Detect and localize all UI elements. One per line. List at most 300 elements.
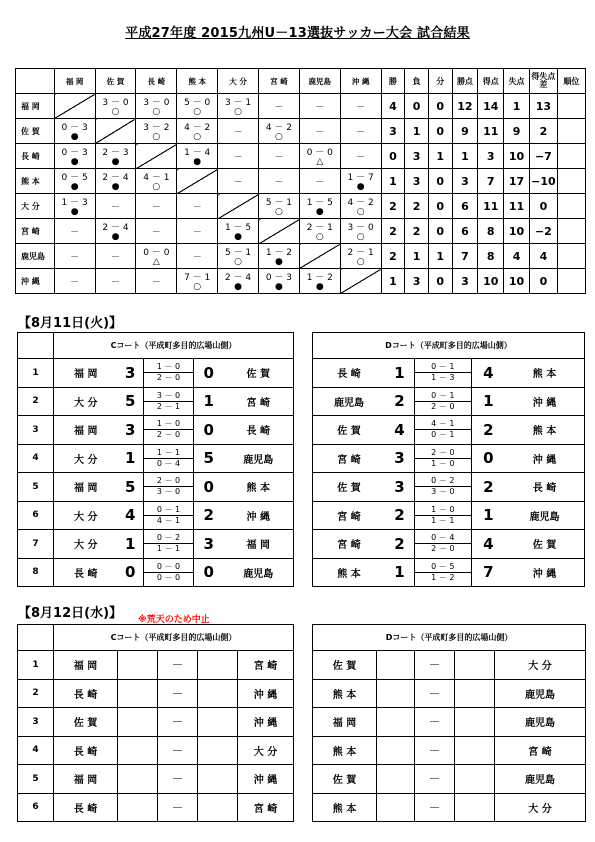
away-score: 0 xyxy=(194,416,224,445)
match-cell xyxy=(54,144,95,169)
stat-rank xyxy=(557,169,585,194)
no-match-dash: － xyxy=(192,252,202,263)
half-scores xyxy=(414,416,471,445)
away-score-empty xyxy=(198,708,238,737)
match-number: 6 xyxy=(18,501,54,530)
stat-w: 3 xyxy=(381,119,405,144)
cancelled-dash: － xyxy=(158,708,198,737)
match-row xyxy=(18,736,294,765)
away-score: 7 xyxy=(471,558,505,587)
match-cell xyxy=(218,119,259,144)
second-half-score: 1 － 1 xyxy=(415,515,471,526)
away-team: 宮 崎 xyxy=(238,793,294,822)
match-cell xyxy=(177,219,218,244)
no-match-dash: － xyxy=(233,152,243,163)
first-half-score: 0 － 2 xyxy=(156,533,181,543)
home-team: 福 岡 xyxy=(54,416,118,445)
second-half-score: 3 － 0 xyxy=(144,486,193,497)
no-match-dash: － xyxy=(110,252,120,263)
no-match-dash: － xyxy=(70,252,80,263)
stat-d: 0 xyxy=(428,219,452,244)
result-mark: ○ xyxy=(275,132,283,142)
stat-pts: 1 xyxy=(452,144,478,169)
stat-gf: 11 xyxy=(478,194,504,219)
team-name: 熊 本 xyxy=(16,169,55,194)
team-name: 鹿児島 xyxy=(16,244,55,269)
no-match-dash: － xyxy=(315,102,325,113)
court-title: Cコート（平成町多目的広場山側） xyxy=(54,333,294,359)
stat-rank xyxy=(557,194,585,219)
home-score: 5 xyxy=(118,473,144,502)
stat-gf: 8 xyxy=(478,219,504,244)
stat-rank xyxy=(557,119,585,144)
standings-header: 佐 賀 xyxy=(95,69,136,94)
home-score: 0 xyxy=(118,558,144,587)
away-score: 4 xyxy=(471,530,505,559)
stat-l: 0 xyxy=(405,94,429,119)
result-mark: ● xyxy=(111,232,120,242)
result-mark: ○ xyxy=(234,107,242,117)
stat-d: 0 xyxy=(428,94,452,119)
match-cell xyxy=(340,144,381,169)
home-team: 宮 崎 xyxy=(313,501,386,530)
home-score: 3 xyxy=(385,444,414,473)
half-scores xyxy=(144,359,194,388)
match-score: 4 － 1 xyxy=(143,173,170,183)
standings-row xyxy=(16,119,586,144)
home-team: 大 分 xyxy=(54,501,118,530)
stat-pts: 6 xyxy=(452,194,478,219)
match-score: 1 － 5 xyxy=(224,223,252,233)
away-team: 宮 崎 xyxy=(495,736,586,765)
second-half-score: 2 － 0 xyxy=(415,543,471,554)
home-score: 1 xyxy=(385,558,414,587)
cancelled-dash: － xyxy=(415,651,455,680)
home-team: 大 分 xyxy=(54,444,118,473)
stat-gf: 8 xyxy=(478,244,504,269)
match-score: 0 － 5 xyxy=(61,173,88,183)
standings-header: 順位 xyxy=(557,69,585,94)
first-half-score: 3 － 0 xyxy=(156,390,181,400)
home-score: 4 xyxy=(385,416,414,445)
no-match-dash: － xyxy=(110,202,120,213)
match-score: 2 － 4 xyxy=(102,173,129,183)
home-score: 4 xyxy=(118,501,144,530)
stat-rank xyxy=(557,244,585,269)
match-cell xyxy=(177,119,218,144)
result-mark: ● xyxy=(315,282,324,292)
match-row xyxy=(313,736,586,765)
diagonal-cell xyxy=(54,94,95,119)
home-team: 福 岡 xyxy=(54,651,118,680)
home-team: 長 崎 xyxy=(313,359,386,388)
match-cell xyxy=(299,194,340,219)
court-header-row xyxy=(313,625,586,651)
court-title: Dコート（平成町多目的広場山側） xyxy=(313,625,586,651)
second-half-score: 4 － 1 xyxy=(144,515,193,526)
away-score: 3 xyxy=(194,530,224,559)
match-score: 4 － 2 xyxy=(184,123,211,133)
away-score-empty xyxy=(455,765,495,794)
cancellation-note: ※荒天のため中止 xyxy=(138,615,210,625)
result-mark: ● xyxy=(315,207,324,217)
match-cell xyxy=(54,244,95,269)
stat-pts: 7 xyxy=(452,244,478,269)
stat-gf: 3 xyxy=(478,144,504,169)
match-cell xyxy=(177,269,218,294)
result-mark: ● xyxy=(70,157,79,167)
day2-c-court-table xyxy=(17,624,294,822)
court-header-row xyxy=(18,333,294,359)
stat-l: 1 xyxy=(405,119,429,144)
stat-gd: −10 xyxy=(529,169,557,194)
half-scores xyxy=(414,501,471,530)
match-number: 7 xyxy=(18,530,54,559)
match-number: 2 xyxy=(18,679,54,708)
standings-header: 勝 xyxy=(381,69,405,94)
court-title: Dコート（平成町多目的広場山側） xyxy=(313,333,585,359)
home-team: 長 崎 xyxy=(54,793,118,822)
match-score: 3 － 0 xyxy=(347,223,374,233)
match-cell xyxy=(340,244,381,269)
away-score-empty xyxy=(455,736,495,765)
stat-rank xyxy=(557,94,585,119)
match-score: 2 － 4 xyxy=(102,223,129,233)
home-score-empty xyxy=(118,793,158,822)
no-match-dash: － xyxy=(356,127,366,138)
home-team: 長 崎 xyxy=(54,679,118,708)
stat-d: 1 xyxy=(428,144,452,169)
team-name: 佐 賀 xyxy=(16,119,55,144)
match-row xyxy=(313,651,586,680)
first-half-score: 0 － 4 xyxy=(431,533,455,543)
match-cell xyxy=(95,269,136,294)
cancelled-dash: － xyxy=(415,793,455,822)
day1-date-header: 【8月11日(火)】 xyxy=(18,316,123,331)
stat-ga: 17 xyxy=(504,169,530,194)
match-cell xyxy=(340,194,381,219)
match-cell xyxy=(136,119,177,144)
stat-gf: 14 xyxy=(478,94,504,119)
home-team: 鹿児島 xyxy=(313,387,386,416)
result-mark: ○ xyxy=(356,257,365,267)
stat-gf: 10 xyxy=(478,269,504,294)
match-cell xyxy=(340,219,381,244)
match-score: 3 － 0 xyxy=(102,98,129,108)
first-half-score: 0 － 0 xyxy=(156,561,181,571)
away-team: 鹿児島 xyxy=(224,558,294,587)
half-scores xyxy=(144,501,194,530)
away-team: 沖 縄 xyxy=(505,444,584,473)
first-half-score: 1 － 0 xyxy=(431,504,455,514)
away-score-empty xyxy=(198,679,238,708)
away-score: 5 xyxy=(194,444,224,473)
first-half-score: 0 － 2 xyxy=(431,476,455,486)
result-mark: ○ xyxy=(315,232,324,242)
match-cell xyxy=(340,169,381,194)
result-mark: △ xyxy=(316,157,324,167)
header-corner xyxy=(16,69,55,94)
match-cell xyxy=(136,94,177,119)
away-score-empty xyxy=(198,736,238,765)
home-team: 佐 賀 xyxy=(313,651,377,680)
match-cell xyxy=(218,269,259,294)
team-name: 沖 縄 xyxy=(16,269,55,294)
stat-d: 0 xyxy=(428,119,452,144)
match-score: 1 － 5 xyxy=(306,198,333,208)
no-match-dash: － xyxy=(151,227,161,238)
home-team: 熊 本 xyxy=(313,793,377,822)
half-scores xyxy=(144,387,194,416)
away-score: 0 xyxy=(471,444,505,473)
result-mark: ● xyxy=(111,182,120,192)
home-score-empty xyxy=(118,651,158,680)
match-row xyxy=(18,651,294,680)
match-score: 7 － 1 xyxy=(184,273,211,283)
standings-row xyxy=(16,244,586,269)
second-half-score: 0 － 1 xyxy=(415,429,471,440)
match-cell xyxy=(54,119,95,144)
no-match-dash: － xyxy=(233,177,243,188)
match-score: 0 － 3 xyxy=(265,273,293,283)
away-team: 熊 本 xyxy=(224,473,294,502)
match-number: 4 xyxy=(18,444,54,473)
match-cell xyxy=(54,169,95,194)
away-score: 1 xyxy=(471,387,505,416)
match-score: 5 － 1 xyxy=(265,198,293,208)
home-score-empty xyxy=(118,679,158,708)
half-scores xyxy=(144,416,194,445)
court-header-blank xyxy=(18,625,54,651)
result-mark: ● xyxy=(275,257,283,267)
stat-w: 2 xyxy=(381,244,405,269)
match-row xyxy=(313,501,585,530)
half-scores xyxy=(414,359,471,388)
stat-ga: 10 xyxy=(504,219,530,244)
match-cell xyxy=(218,219,259,244)
away-score: 0 xyxy=(194,473,224,502)
no-match-dash: － xyxy=(192,227,202,238)
standings-row xyxy=(16,269,586,294)
team-name: 福 岡 xyxy=(16,94,55,119)
away-team: 大 分 xyxy=(495,793,586,822)
result-mark: ○ xyxy=(152,182,161,192)
stat-ga: 11 xyxy=(504,194,530,219)
away-score: 2 xyxy=(471,416,505,445)
second-half-score: 1 － 3 xyxy=(415,372,471,383)
half-scores xyxy=(414,530,471,559)
match-row xyxy=(313,359,585,388)
match-score: 5 － 0 xyxy=(184,98,211,108)
standings-header: 得点 xyxy=(478,69,504,94)
match-row xyxy=(18,708,294,737)
result-mark: ● xyxy=(275,282,283,292)
match-number: 8 xyxy=(18,558,54,587)
away-score-empty xyxy=(455,651,495,680)
home-score: 2 xyxy=(385,387,414,416)
result-mark: ○ xyxy=(275,207,283,217)
standings-header: 大 分 xyxy=(218,69,259,94)
match-cell xyxy=(136,169,177,194)
match-cell xyxy=(177,144,218,169)
first-half-score: 1 － 1 xyxy=(156,447,181,457)
match-cell xyxy=(299,144,340,169)
cancelled-dash: － xyxy=(158,651,198,680)
home-team: 長 崎 xyxy=(54,736,118,765)
away-team: 熊 本 xyxy=(505,416,584,445)
second-half-score: 2 － 0 xyxy=(415,401,471,412)
away-score-empty xyxy=(455,679,495,708)
match-score: 0 － 3 xyxy=(61,148,88,158)
away-score: 4 xyxy=(471,359,505,388)
no-match-dash: － xyxy=(315,127,325,138)
stat-ga: 1 xyxy=(504,94,530,119)
home-score: 3 xyxy=(385,473,414,502)
no-match-dash: － xyxy=(315,177,325,188)
stat-gf: 11 xyxy=(478,119,504,144)
match-row xyxy=(313,416,585,445)
home-score: 1 xyxy=(118,530,144,559)
away-team: 大 分 xyxy=(238,736,294,765)
match-cell xyxy=(54,194,95,219)
match-number: 5 xyxy=(18,473,54,502)
court-header-blank xyxy=(18,333,54,359)
result-mark: ● xyxy=(193,157,202,167)
standings-row xyxy=(16,194,586,219)
court-header-row xyxy=(313,333,585,359)
no-match-dash: － xyxy=(274,177,284,188)
match-number: 2 xyxy=(18,387,54,416)
home-score: 1 xyxy=(385,359,414,388)
match-row xyxy=(18,387,294,416)
match-score: 2 － 4 xyxy=(224,273,252,283)
cancelled-dash: － xyxy=(415,736,455,765)
day1-d-court-table xyxy=(312,332,585,587)
standings-row xyxy=(16,144,586,169)
first-half-score: 0 － 1 xyxy=(431,390,455,400)
first-half-score: 0 － 1 xyxy=(431,362,455,372)
stat-w: 2 xyxy=(381,194,405,219)
away-score: 1 xyxy=(471,501,505,530)
stat-pts: 12 xyxy=(452,94,478,119)
result-mark: ● xyxy=(70,182,79,192)
home-team: 大 分 xyxy=(54,387,118,416)
home-team: 熊 本 xyxy=(313,679,377,708)
away-team: 宮 崎 xyxy=(238,651,294,680)
diagonal-cell xyxy=(340,269,381,294)
result-mark: ● xyxy=(111,157,120,167)
result-mark: ○ xyxy=(356,232,365,242)
away-team: 鹿児島 xyxy=(495,765,586,794)
stat-gd: −2 xyxy=(529,219,557,244)
stat-gd: −7 xyxy=(529,144,557,169)
stat-pts: 3 xyxy=(452,169,478,194)
away-team: 沖 縄 xyxy=(505,387,584,416)
result-mark: ● xyxy=(234,232,242,242)
match-cell xyxy=(259,269,300,294)
result-mark: △ xyxy=(152,257,160,267)
match-row xyxy=(313,679,586,708)
home-team: 福 岡 xyxy=(54,473,118,502)
match-score: 1 － 2 xyxy=(306,273,333,283)
home-score-empty xyxy=(377,679,415,708)
match-cell xyxy=(299,119,340,144)
match-score: 1 － 3 xyxy=(61,198,88,208)
stat-w: 1 xyxy=(381,269,405,294)
match-cell xyxy=(54,269,95,294)
standings-row xyxy=(16,94,586,119)
stat-pts: 9 xyxy=(452,119,478,144)
away-score: 1 xyxy=(194,387,224,416)
cancelled-dash: － xyxy=(158,736,198,765)
match-score: 5 － 1 xyxy=(224,248,252,258)
home-team: 熊 本 xyxy=(313,558,386,587)
match-cell xyxy=(95,144,136,169)
away-team: 沖 縄 xyxy=(238,765,294,794)
stat-pts: 3 xyxy=(452,269,478,294)
standings-header: 得失点差 xyxy=(529,69,557,94)
standings-header: 鹿児島 xyxy=(299,69,340,94)
match-row xyxy=(18,765,294,794)
first-half-score: 0 － 1 xyxy=(156,504,181,514)
stat-l: 1 xyxy=(405,244,429,269)
half-scores xyxy=(414,473,471,502)
away-score: 2 xyxy=(194,501,224,530)
match-cell xyxy=(218,169,259,194)
court-header-row xyxy=(18,625,294,651)
match-cell xyxy=(218,94,259,119)
away-team: 沖 縄 xyxy=(505,558,584,587)
match-cell xyxy=(259,144,300,169)
half-scores xyxy=(414,558,471,587)
result-mark: ○ xyxy=(356,207,365,217)
first-half-score: 1 － 0 xyxy=(156,362,181,372)
away-score-empty xyxy=(198,765,238,794)
match-row xyxy=(18,501,294,530)
day2-date-header: 【8月12日(水)】 xyxy=(18,606,123,621)
match-score: 2 － 1 xyxy=(306,223,333,233)
diagonal-cell xyxy=(177,169,218,194)
match-cell xyxy=(299,219,340,244)
half-scores xyxy=(414,444,471,473)
match-cell xyxy=(95,94,136,119)
no-match-dash: － xyxy=(70,227,80,238)
home-team: 宮 崎 xyxy=(313,530,386,559)
home-score-empty xyxy=(377,765,415,794)
match-row xyxy=(18,558,294,587)
stat-l: 3 xyxy=(405,144,429,169)
standings-header: 熊 本 xyxy=(177,69,218,94)
stat-w: 0 xyxy=(381,144,405,169)
match-cell xyxy=(95,244,136,269)
no-match-dash: － xyxy=(151,202,161,213)
home-team: 福 岡 xyxy=(54,765,118,794)
result-mark: ● xyxy=(234,282,242,292)
no-match-dash: － xyxy=(274,152,284,163)
match-cell xyxy=(177,244,218,269)
match-cell xyxy=(259,194,300,219)
result-mark: ● xyxy=(356,182,365,192)
away-team: 大 分 xyxy=(495,651,586,680)
result-mark: ○ xyxy=(234,257,242,267)
stat-d: 1 xyxy=(428,244,452,269)
match-cell xyxy=(95,194,136,219)
cancelled-dash: － xyxy=(158,765,198,794)
stat-d: 0 xyxy=(428,269,452,294)
match-row xyxy=(18,444,294,473)
no-match-dash: － xyxy=(192,202,202,213)
first-half-score: 0 － 5 xyxy=(431,561,455,571)
